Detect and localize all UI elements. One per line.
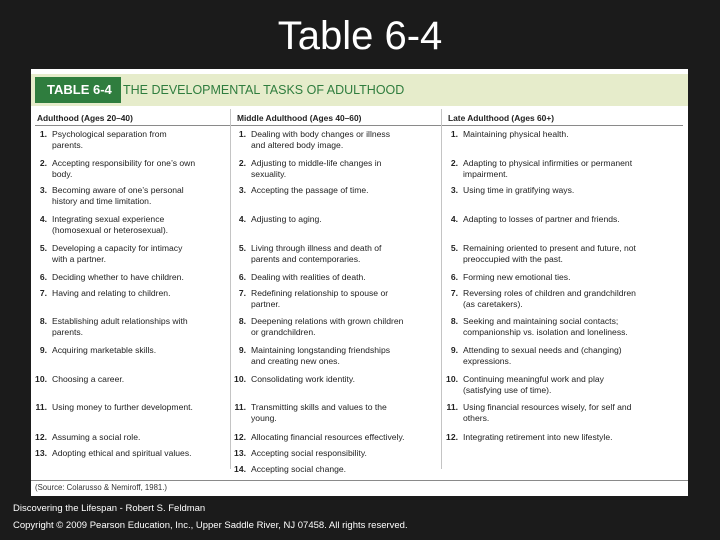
task-number: 5. [39, 243, 47, 253]
task-number: 11. [446, 402, 458, 412]
task-item [31, 432, 227, 443]
task-text: Integrating retirement into new lifestyle. [463, 432, 613, 442]
task-number: 3. [238, 185, 246, 195]
task-text: Adopting ethical and spiritual values. [52, 448, 192, 458]
task-item [230, 129, 438, 151]
task-item [442, 243, 686, 265]
task-text: Dealing with body changes or illness and altered body image. [251, 129, 391, 150]
task-number: 8. [450, 316, 458, 326]
header-rule [35, 125, 683, 126]
task-text: Using time in gratifying ways. [463, 185, 575, 195]
task-item [442, 272, 686, 283]
table-panel [31, 69, 688, 496]
task-item [31, 185, 227, 207]
task-item [442, 316, 686, 338]
task-item [442, 214, 686, 225]
task-item [442, 288, 686, 310]
task-text: Choosing a career. [52, 374, 125, 384]
task-number: 6. [39, 272, 47, 282]
task-item [31, 214, 227, 236]
task-text: Accepting responsibility for one’s own body. [52, 158, 196, 179]
column-header-early-adulthood: Adulthood (Ages 20–40) [37, 113, 133, 123]
task-text: Accepting the passage of time. [251, 185, 369, 195]
task-item [230, 402, 438, 424]
task-text: Adapting to losses of partner and friends. [463, 214, 620, 224]
task-number: 8. [39, 316, 47, 326]
task-number: 3. [450, 185, 458, 195]
task-item [31, 374, 227, 385]
task-text: Reversing roles of children and grandchildren (as caretakers). [463, 288, 636, 309]
task-item [31, 316, 227, 338]
task-item [230, 432, 438, 443]
task-number: 1. [450, 129, 458, 139]
task-text: Acquiring marketable skills. [52, 345, 157, 355]
task-text: Using financial resources wisely, for self and others. [463, 402, 632, 423]
task-item [230, 214, 438, 225]
task-number: 5. [450, 243, 458, 253]
task-text: Forming new emotional ties. [463, 272, 571, 282]
task-text: Seeking and maintaining social contacts; companionship vs. isolation and loneliness. [463, 316, 628, 337]
task-item [31, 402, 227, 413]
task-number: 1. [238, 129, 246, 139]
task-text: Dealing with realities of death. [251, 272, 366, 282]
task-item [31, 272, 227, 283]
task-text: Accepting social change. [251, 464, 347, 474]
task-number: 8. [238, 316, 246, 326]
task-item [230, 316, 438, 338]
task-number: 10. [446, 374, 458, 384]
task-item [230, 272, 438, 283]
task-text: Using money to further development. [52, 402, 193, 412]
source-citation: (Source: Colarusso & Nemiroff, 1981.) [35, 483, 168, 492]
task-number: 2. [39, 158, 47, 168]
task-text: Transmitting skills and values to the young. [251, 402, 387, 423]
table-caption: THE DEVELOPMENTAL TASKS OF ADULTHOOD [123, 83, 405, 97]
task-number: 13. [35, 448, 47, 458]
task-item [442, 158, 686, 180]
task-number: 4. [450, 214, 458, 224]
task-text: Becoming aware of one’s personal history and time limitation. [52, 185, 184, 206]
task-text: Establishing adult relationships with parents. [52, 316, 188, 337]
task-number: 9. [238, 345, 246, 355]
task-item [31, 243, 227, 265]
task-item [230, 345, 438, 367]
task-item [230, 243, 438, 265]
task-text: Maintaining physical health. [463, 129, 569, 139]
task-text: Adapting to physical infirmities or permanent impairment. [463, 158, 633, 179]
task-text: Assuming a social role. [52, 432, 141, 442]
task-number: 14. [234, 464, 246, 474]
task-text: Allocating financial resources effectively. [251, 432, 405, 442]
task-number: 2. [238, 158, 246, 168]
slide-title: Table 6-4 [277, 14, 443, 58]
task-number: 7. [450, 288, 458, 298]
task-item [230, 288, 438, 310]
task-item [31, 448, 227, 459]
task-text: Accepting social responsibility. [251, 448, 367, 458]
task-number: 6. [450, 272, 458, 282]
task-item [442, 432, 686, 443]
task-item [31, 288, 227, 299]
task-item [31, 345, 227, 356]
task-item [442, 185, 686, 196]
task-number: 9. [450, 345, 458, 355]
task-text: Deciding whether to have children. [52, 272, 184, 282]
source-rule [31, 480, 688, 481]
task-item [31, 129, 227, 151]
task-item [442, 129, 686, 140]
task-number: 12. [35, 432, 47, 442]
task-text: Living through illness and death of parents and contemporaries. [251, 243, 382, 264]
task-item [230, 448, 438, 459]
task-number: 2. [450, 158, 458, 168]
task-number: 12. [234, 432, 246, 442]
task-item [442, 374, 686, 396]
table-header-bar [31, 74, 688, 106]
task-number: 4. [39, 214, 47, 224]
task-item [230, 464, 438, 475]
task-number: 7. [238, 288, 246, 298]
task-item [442, 345, 686, 367]
task-number: 11. [234, 402, 246, 412]
task-number: 6. [238, 272, 246, 282]
task-number: 9. [39, 345, 47, 355]
task-text: Developing a capacity for intimacy with a partner. [52, 243, 183, 264]
column-header-middle-adulthood: Middle Adulthood (Ages 40–60) [237, 113, 362, 123]
task-text: Adjusting to middle-life changes in sexuality. [251, 158, 382, 179]
task-item [230, 185, 438, 196]
task-item [442, 402, 686, 424]
task-text: Redefining relationship to spouse or partner. [251, 288, 389, 309]
task-text: Continuing meaningful work and play (satisfying use of time). [463, 374, 604, 395]
task-item [31, 158, 227, 180]
task-text: Maintaining longstanding friendships and creating new ones. [251, 345, 391, 366]
task-text: Integrating sexual experience (homosexual or heterosexual). [52, 214, 169, 235]
column-header-late-adulthood: Late Adulthood (Ages 60+) [448, 113, 555, 123]
task-number: 5. [238, 243, 246, 253]
task-text: Having and relating to children. [52, 288, 171, 298]
task-number: 10. [35, 374, 47, 384]
footer-copyright: Copyright © 2009 Pearson Education, Inc., Upper Saddle River, NJ 07458. All rights reserved. [13, 520, 408, 531]
task-text: Remaining oriented to present and future, not preoccupied with the past. [463, 243, 636, 264]
task-number: 1. [39, 129, 47, 139]
task-text: Adjusting to aging. [251, 214, 322, 224]
task-number: 3. [39, 185, 47, 195]
table-badge: TABLE 6-4 [35, 77, 121, 103]
task-number: 10. [234, 374, 246, 384]
task-text: Psychological separation from parents. [52, 129, 167, 150]
task-text: Attending to sexual needs and (changing) expressions. [463, 345, 622, 366]
task-number: 7. [39, 288, 47, 298]
task-item [230, 374, 438, 385]
task-number: 12. [446, 432, 458, 442]
task-item [230, 158, 438, 180]
task-number: 11. [35, 402, 47, 412]
footer-book-credit: Discovering the Lifespan - Robert S. Feldman [13, 503, 206, 514]
task-number: 13. [234, 448, 246, 458]
task-text: Consolidating work identity. [251, 374, 355, 384]
task-number: 4. [238, 214, 246, 224]
task-text: Deepening relations with grown children or grandchildren. [251, 316, 404, 337]
